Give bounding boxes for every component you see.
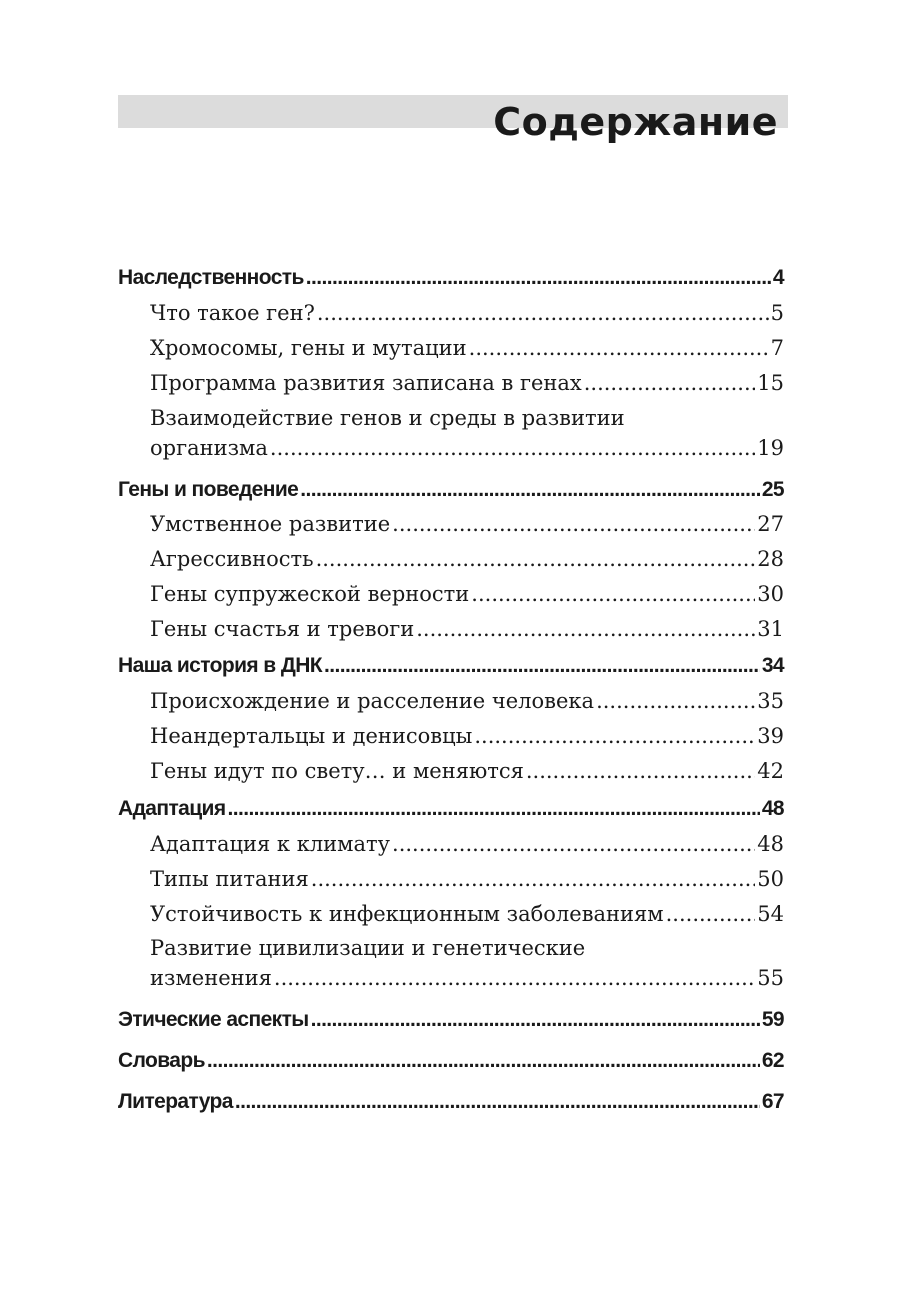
toc-section[interactable] (150, 371, 784, 395)
toc-page: 19 (757, 436, 784, 460)
toc-label: Программа развития записана в генах (150, 371, 582, 395)
toc-label: организма (150, 436, 268, 460)
toc-page: 7 (770, 336, 784, 360)
toc-label: Что такое ген? (150, 301, 315, 325)
toc-page: 59 (761, 1008, 784, 1031)
toc-label: Словарь (118, 1049, 205, 1072)
dot-leader (311, 867, 756, 891)
dot-leader (584, 371, 756, 395)
toc-page: 35 (757, 689, 784, 713)
toc-section[interactable] (150, 724, 784, 748)
toc-section[interactable] (150, 966, 784, 990)
toc-label: Адаптация к климату (150, 832, 391, 856)
dot-leader (392, 512, 755, 536)
toc-page: 30 (757, 582, 784, 606)
dot-leader (317, 301, 769, 325)
toc-label: Адаптация (118, 797, 226, 820)
toc-page: 48 (757, 832, 784, 856)
toc-label: Гены идут по свету… и меняются (150, 759, 524, 783)
toc-label: Агрессивность (150, 547, 314, 571)
toc-chapter[interactable] (118, 1049, 784, 1073)
dot-leader (207, 1049, 760, 1073)
toc-label: Гены супружеской верности (150, 582, 470, 606)
toc-page: 27 (757, 512, 784, 536)
toc-section[interactable] (150, 336, 784, 360)
toc-section[interactable] (150, 301, 784, 325)
dot-leader (316, 547, 756, 571)
toc-label: Гены счастья и тревоги (150, 617, 415, 641)
toc-chapter[interactable] (118, 797, 784, 821)
toc-label: Наша история в ДНК (118, 654, 322, 677)
toc-page: 15 (757, 371, 784, 395)
dot-leader (324, 654, 760, 678)
toc-section[interactable] (150, 582, 784, 606)
toc-page: 34 (761, 654, 784, 677)
toc-label: Происхождение и расселение человека (150, 689, 595, 713)
toc-section[interactable] (150, 832, 784, 856)
dot-leader (306, 266, 771, 290)
toc-section[interactable] (150, 547, 784, 571)
toc-page: 62 (761, 1049, 784, 1072)
toc-label: Умственное развитие (150, 512, 391, 536)
dot-leader (469, 336, 769, 360)
dot-leader (228, 797, 760, 821)
toc-label: Этические аспекты (118, 1008, 309, 1031)
toc-chapter[interactable] (118, 266, 784, 290)
dot-leader (311, 1008, 760, 1032)
dot-leader (274, 966, 755, 990)
toc-page: 28 (757, 547, 784, 571)
dot-leader (474, 724, 755, 748)
dot-leader (235, 1090, 760, 1114)
toc-chapter[interactable] (118, 478, 784, 502)
toc-page: 31 (757, 617, 784, 641)
dot-leader (416, 617, 755, 641)
dot-leader (596, 689, 755, 713)
dot-leader (392, 832, 755, 856)
toc-section[interactable] (150, 617, 784, 641)
toc-label: Хромосомы, гены и мутации (150, 336, 467, 360)
toc-label: Гены и поведение (118, 478, 299, 501)
toc-section[interactable] (150, 512, 784, 536)
toc-section[interactable] (150, 902, 784, 926)
toc-page: 48 (761, 797, 784, 820)
toc-chapter[interactable] (118, 1090, 784, 1114)
dot-leader (526, 759, 755, 783)
dot-leader (471, 582, 755, 606)
toc-page: 42 (757, 759, 784, 783)
toc-label: изменения (150, 966, 272, 990)
toc-section[interactable] (150, 689, 784, 713)
toc-section-line1[interactable]: Развитие цивилизации и генетические (150, 936, 586, 960)
toc-section[interactable] (150, 759, 784, 783)
toc-label: Типы питания (150, 867, 309, 891)
toc-label: Устойчивость к инфекционным заболеваниям (150, 902, 664, 926)
toc-page: 54 (757, 902, 784, 926)
dot-leader (300, 478, 760, 502)
toc-page: 25 (761, 478, 784, 501)
page-title: Содержание (493, 100, 778, 144)
toc-label: Литература (118, 1090, 233, 1113)
toc-page: 50 (757, 867, 784, 891)
toc-section[interactable] (150, 436, 784, 460)
dot-leader (666, 902, 756, 926)
toc-page: 67 (761, 1090, 784, 1113)
toc-page: 4 (772, 266, 784, 289)
toc-chapter[interactable] (118, 1008, 784, 1032)
toc-chapter[interactable] (118, 654, 784, 678)
toc-label: Наследственность (118, 266, 304, 289)
dot-leader (270, 436, 755, 460)
toc-page: 39 (757, 724, 784, 748)
toc-label: Неандертальцы и денисовцы (150, 724, 473, 748)
toc-page: 55 (757, 966, 784, 990)
toc-page: 5 (770, 301, 784, 325)
toc-section[interactable] (150, 867, 784, 891)
toc-section-line1[interactable]: Взаимодействие генов и среды в развитии (150, 406, 625, 430)
